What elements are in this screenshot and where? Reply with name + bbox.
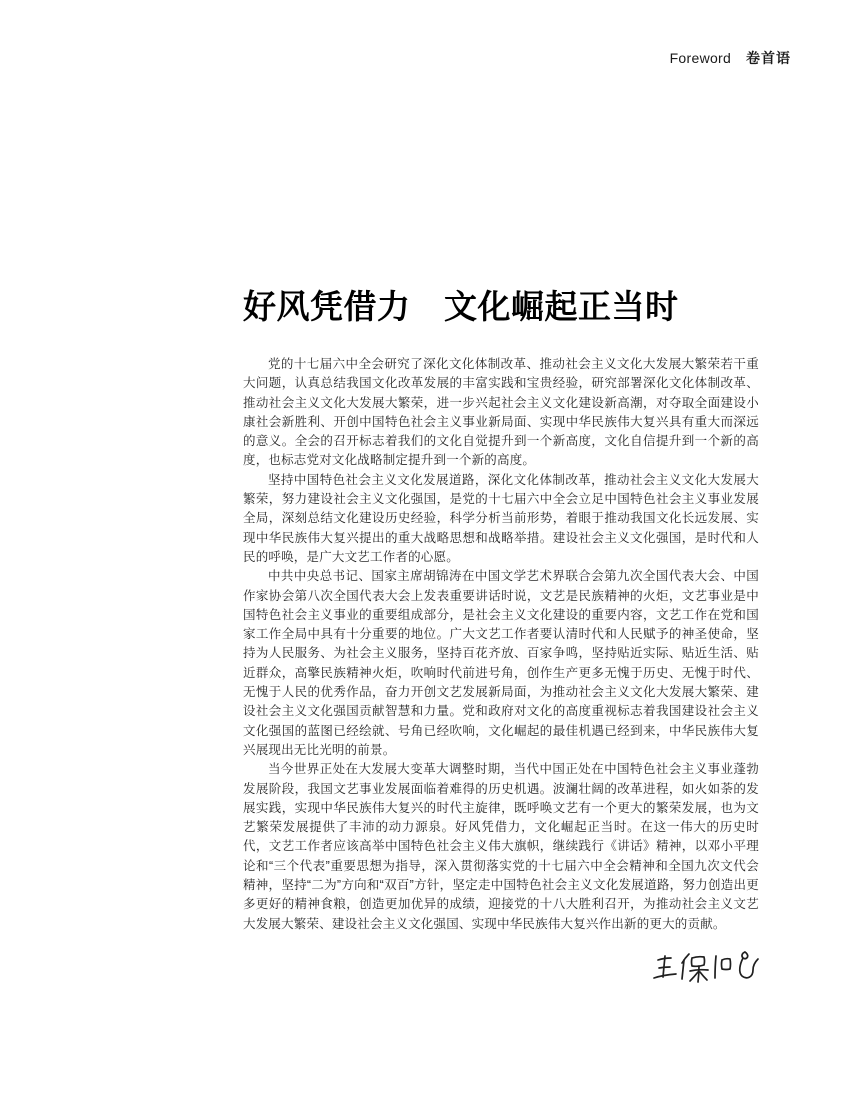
foreword-article — [243, 289, 759, 934]
handwritten-signature-icon — [648, 946, 768, 998]
article-paragraph: 坚持中国特色社会主义文化发展道路，深化文化体制改革，推动社会主义文化大发展大繁荣，努力建设社会主义文化强国，是党的十七届六中全会立足中国特色社会主义事业发展全局，深刻总结文化建设历史经验，科学分析当前形势，着眼于推动我国文化长远发展、实现中华民族伟大复兴提出的重大战略思想和战略举措。建设社会主义文化强国，是时代和人民的呼唤，是广大文艺工作者的心愿。 — [243, 472, 759, 564]
article-paragraph: 当今世界正处在大发展大变革大调整时期，当代中国正处在中国特色社会主义事业蓬勃发展阶段，我国文艺事业发展面临着难得的历史机遇。波澜壮阔的改革进程，如火如荼的发展实践，实现中华民族伟大复兴的时代主旋律，既呼唤文艺有一个更大的繁荣发展，也为文艺繁荣发展提供了丰沛的动力源泉。好风凭借力，文化崛起正当时。在这一伟大的历史时代，文艺工作者应该高举中国特色社会主义伟大旗帜，继续践行《讲话》精神，以邓小平理论和“三个代表”重要思想为指导，深入贯彻落实党的十七届六中全会精神和全国九次文代会精神，坚持“二为”方向和“双百”方针，坚定走中国特色社会主义文化发展道路，努力创造出更多更好的精神食粮，创造更加优异的成绩，迎接党的十八大胜利召开，为推动社会主义文艺大发展大繁荣、建设社会主义文化强国、实现中华民族伟大复兴作出新的更大的贡献。 — [243, 762, 759, 931]
running-head — [670, 48, 791, 68]
running-head-chinese: 卷首语 — [746, 50, 791, 66]
running-head-english: Foreword — [669, 50, 732, 66]
article-paragraph: 党的十七届六中全会研究了深化文化体制改革、推动社会主义文化大发展大繁荣若干重大问题，认真总结我国文化改革发展的丰富实践和宝贵经验，研究部署深化文化体制改革、推动社会主义文化大发展大繁荣，进一步兴起社会主义文化建设新高潮，对夺取全面建设小康社会新胜利、开创中国特色社会主义事业新局面、实现中华民族伟大复兴具有重大而深远的意义。全会的召开标志着我们的文化自觉提升到一个新高度，文化自信提升到一个新的高度，也标志党对文化战略制定提升到一个新的高度。 — [243, 357, 759, 468]
article-paragraph: 中共中央总书记、国家主席胡锦涛在中国文学艺术界联合会第九次全国代表大会、中国作家协会第八次全国代表大会上发表重要讲话时说，文艺是民族精神的火炬，文艺事业是中国特色社会主义事业的重要组成部分，是社会主义文化建设的重要内容，文艺工作在党和国家工作全局中具有十分重要的地位。广大文艺工作者要认清时代和人民赋予的神圣使命，坚持为人民服务、为社会主义服务，坚持百花齐放、百家争鸣，坚持贴近实际、贴近生活、贴近群众，高擎民族精神火炬，吹响时代前进号角，创作生产更多无愧于历史、无愧于时代、无愧于人民的优秀作品，奋力开创文艺发展新局面，为推动社会主义文化大发展大繁荣、建设社会主义文化强国贡献智慧和力量。党和政府对文化的高度重视标志着我国建设社会主义文化强国的蓝图已经绘就、号角已经吹响，文化崛起的最佳机遇已经到来，中华民族伟大复兴展现出无比光明的前景。 — [243, 569, 759, 757]
article-body — [243, 355, 759, 934]
article-title: 好风凭借力 文化崛起正当时 — [243, 290, 679, 326]
